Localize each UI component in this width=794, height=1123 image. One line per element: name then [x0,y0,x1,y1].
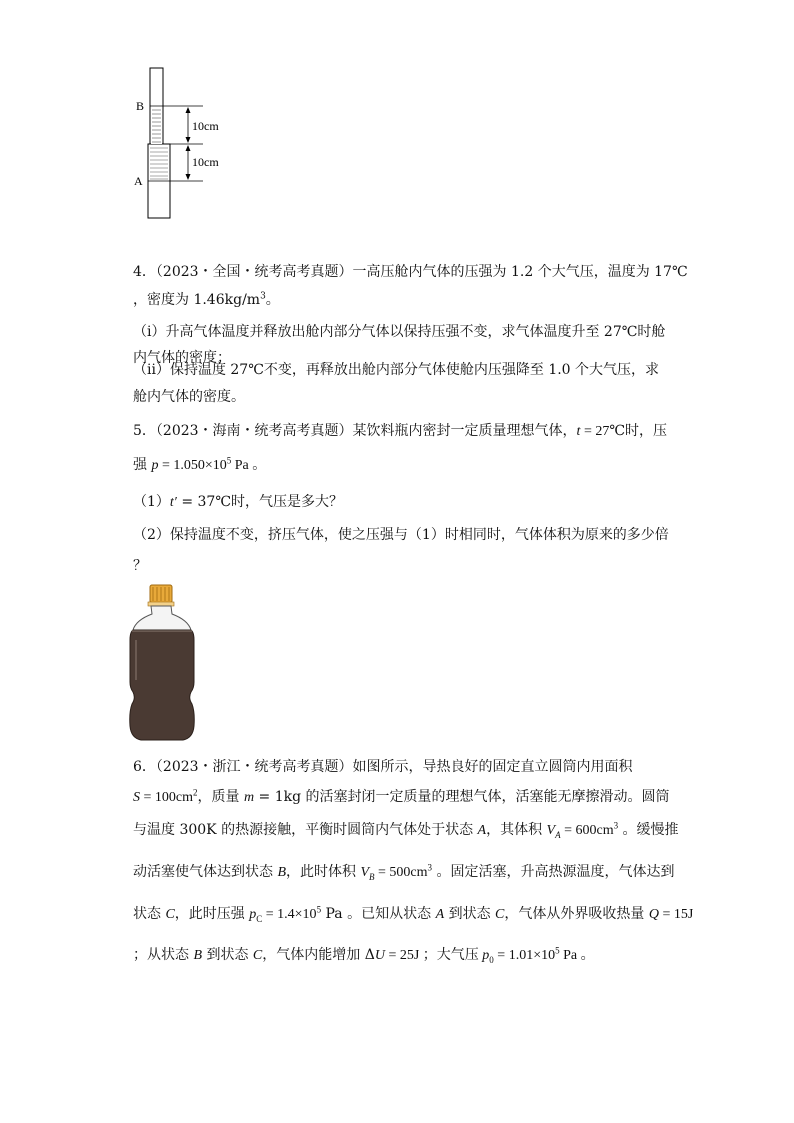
q5-line2: 强 $p = 1.050\times 10^5$ Pa 。 [133,455,267,473]
dim-label-upper: 10cm [192,119,219,133]
bottle-neck [133,606,191,630]
q4-part1-line2: 内气体的密度； [133,350,231,366]
q6-line1: 6．（2023・浙江・统考高考真题）如图所示，导热良好的固定直立圆筒内用面积 [133,759,633,775]
label-b: B [136,99,145,113]
q4-line1: 4．（2023・全国・统考高考真题）一高压舱内气体的压强为 1.2 个大气压，温度为 17℃ [133,264,688,280]
dim-label-lower: 10cm [192,155,219,169]
arrowhead [186,107,191,113]
q4-line2: ，密度为 $1.46kg/m^3$。 [133,291,280,308]
label-a: A [134,174,143,188]
q6-line5: 状态 C，此时压强 $p_C = 1.4\times 10^5$ Pa 。已知从状态 A 到状态 C，气体从外界吸收热量 Q = 15J [133,904,694,924]
q6-line4: 动活塞使气体达到状态 B，此时体积 $V_B = 500cm^3$ 。固定活塞，升高热源温度，气体达到 [133,862,675,882]
arrowhead [186,137,191,143]
q5-part2-line1: （2）保持温度不变，挤压气体，使之压强与（1）时相同时，气体体积为原来的多少倍 [133,527,669,543]
q5-line1: 5．（2023・海南・统考高考真题）某饮料瓶内密封一定质量理想气体，t = 27℃时，压 [133,423,667,439]
q6-line3: 与温度 300K 的热源接触，平衡时圆筒内气体处于状态 A，其体积 $V_A = 600cm^3$ 。缓慢推 [133,820,679,840]
q4-part1-line1: （i）升高气体温度并释放出舱内部分气体以保持压强不变，求气体温度升至 27℃时舱 [133,324,666,340]
liquid-upper [151,106,162,144]
q5-part2-line2: ？ [133,558,147,574]
q4-part2-line1: （ii）保持温度 27℃不变，再释放出舱内部分气体使舱内压强降至 1.0 个大气压，求 [133,362,660,378]
tube-diagram [130,66,240,222]
arrowhead [186,145,191,151]
bottle-image [128,580,196,742]
arrowhead [186,174,191,180]
q4-part2-line2: 舱内气体的密度。 [133,389,245,405]
q6-line2: $S = 100cm^2$，质量 m = 1kg 的活塞封闭一定质量的理想气体，活塞能无摩擦滑动。圆筒 [133,787,670,805]
q6-line6: ；从状态 B 到状态 C，气体内能增加 ΔU = 25J ；大气压 $p_0 = 1.01\times 10^5$ Pa 。 [133,945,595,965]
bottle-body [130,630,195,740]
q5-part1: （1）t′ = 37℃时，气压是多大？ [133,494,343,510]
